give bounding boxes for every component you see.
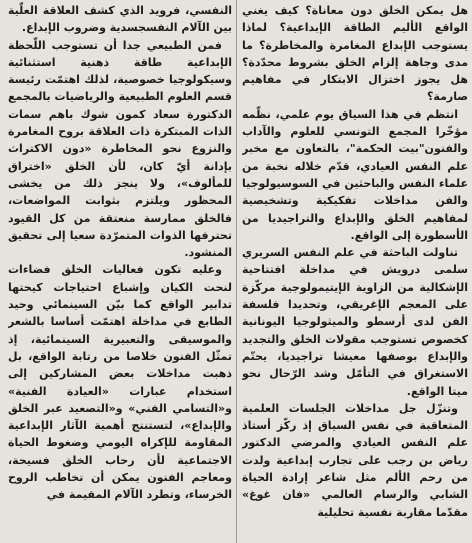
paragraph: فمن الطبيعي جدا أن تستوجب اللّحظة الإبداعية طاقة ذهنية استثنائية وسيكولوجيا خصوصية، لذلك اهتمّت رئيسة قسم العلوم الطبيعية والرياضيات بالمجمع الدكتورة سعاد كمون شوك باهم سمات الذات المبتكرة ذات العلاقة بروح المغامرة والنزوع نحو المخاطرة «دون الاكتراث بإدانة أيّ كان، لأن الخلق «اختراق للمألوف»، ولا ينجز ذلك من يخشى المحظور ويلتزم بثوابت المواضعات، فالخلق ممارسة منعتقة من كل القيود تحترفها الذوات المتمرّدة سعيا إلى تحقيق المنشود. bbox=[8, 38, 232, 260]
paragraph: النفسي، فرويد الذي كشف العلاقة العلّية بين الآلام النفسجسدية وضروب الإبداع. bbox=[8, 4, 232, 35]
paragraph: تناولت الباحثة في علم النفس السريري سلمى درويش في مداخلة افتتاحية الإشكالية من الزاوية الإيتيمولوجية مركّزة على المعجم الإغريقي، وتحديدا فلسفة الفن لدى أرسطو والميثولوجيا اليونانية كخصوص تستوجب مقولات الخلق والتجديد والإبداع بوصفها معيشا تراجيديا، يحتّم الاستغراق في التأمّل وشد الرّحال نحو ميتا الواقع. bbox=[242, 246, 468, 398]
paragraph: وتنزّل جل مداخلات الجلسات العلمية المتعاقبة في نفس السياق إذ ركّز أستاذ علم النفس العيادي والمرضي الدكتور رياض بن رجب على تجارب إبداعية ولدت من رحم الألم مثل شاعر إرادة الحياة الشابي والرسام العالمي «فان غوغ» مقدّما مقاربة نفسية تحليلية bbox=[242, 401, 468, 519]
paragraph: انتظم في هذا السياق يوم علمي، نظّمه مؤخّرا المجمع التونسي للعلوم والآداب والفنون"بيت الحكمة"، بالتعاون مع مخبر علم النفس العيادي، قدّم خلاله نخبة من علماء النفس والباحثين في السوسيولوجيا والفن مداخلات تفكيكية وتشخيصية لمفاهيم الخلق والإبداع والتراجيديا من الأسطورة إلى الواقع. bbox=[242, 107, 468, 242]
paragraph: هل يمكن الخلق دون معاناة؟ كيف يغني الواقع الأليم الطاقة الإبداعية؟ لماذا يستوجب الإبداع المغامرة والمخاطرة؟ ما مدى وجاهة إلزام الخلق بشروط محدّدة؟ هل يجوز اختزال الابتكار في مفاهيم صارمة؟ bbox=[242, 4, 468, 104]
paragraph: وعليه تكون فعاليات الخلق فضاءات لنحت الكيان وإشباع احتياجات كيحتها تدابير الواقع كما بيّن السينمائي وحيد الطابع في مداخلة اهتمّت أساسا بالشعر والموسيقى والتعبيرية السينمائية، إذ تمثّل الفنون خلاصا من رتابة الواقع، بل ذهبت مداخلات بعض المشاركين إلى استخدام عبارات «العيادة الفنية» و«التسامي الفني» و«التصعيد عبر الخلق والإبداع»، لتستنتج أهمية الآثار الإبداعية المقاومة للإكراه اليومي وضغوط الحياة الاجتماعية لأن رحاب الخلق فسيحة، ومعاجم الفنون يمكن أن تخاطب الروح الخرساء، وتطرد الآلام المقيمة في bbox=[8, 263, 232, 502]
article-column-left bbox=[8, 2, 232, 543]
article-column-right bbox=[242, 2, 468, 543]
column-divider bbox=[236, 0, 237, 543]
